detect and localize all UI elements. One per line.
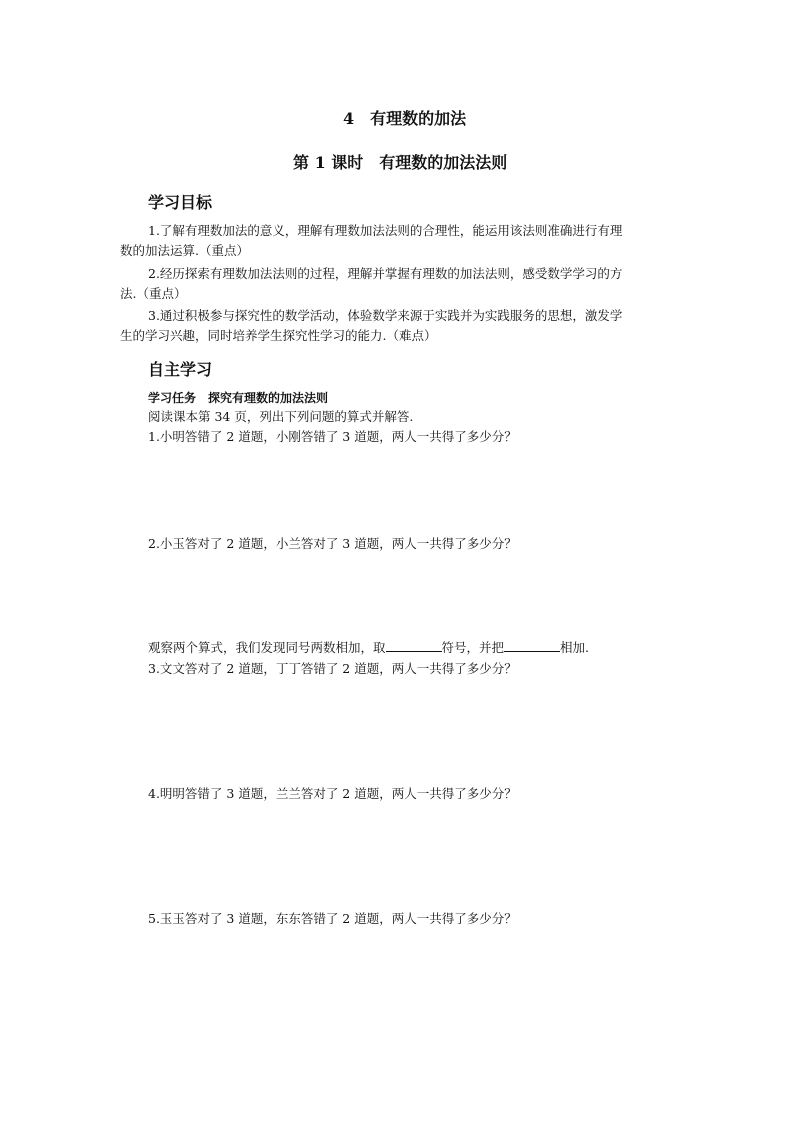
goal-1-line-2: 数的加法运算.（重点）	[120, 243, 249, 258]
document-title: 4 有理数的加法	[343, 109, 467, 128]
goal-2-line-2: 法.（重点）	[120, 286, 187, 301]
observation-part-c: 相加.	[560, 640, 590, 655]
lesson-subtitle: 第 1 课时 有理数的加法法则	[293, 153, 508, 172]
fill-blank-1[interactable]	[386, 639, 442, 652]
section-heading-self-study: 自主学习	[148, 360, 213, 379]
instruction: 阅读课本第 34 页，列出下列问题的算式并解答.	[148, 409, 414, 424]
fill-blank-2[interactable]	[504, 639, 560, 652]
question-3: 3.文文答对了 2 道题，丁丁答错了 2 道题，两人一共得了多少分？	[148, 661, 517, 676]
task-heading: 学习任务 探究有理数的加法法则	[148, 391, 329, 405]
question-5: 5.玉玉答对了 3 道题，东东答错了 2 道题，两人一共得了多少分？	[148, 911, 517, 926]
goal-3-line-1: 3.通过积极参与探究性的数学活动，体验数学来源于实践并为实践服务的思想，激发学	[148, 308, 623, 323]
question-1: 1.小明答错了 2 道题，小刚答错了 3 道题，两人一共得了多少分？	[148, 429, 517, 444]
question-4: 4.明明答错了 3 道题，兰兰答对了 2 道题，两人一共得了多少分？	[148, 786, 517, 801]
section-heading-goals: 学习目标	[148, 193, 213, 212]
observation-sentence	[148, 639, 589, 656]
goal-3-line-2: 生的学习兴趣，同时培养学生探究性学习的能力.（难点）	[120, 328, 437, 343]
goal-1-line-1: 1.了解有理数加法的意义，理解有理数加法法则的合理性，能运用该法则准确进行有理	[148, 223, 623, 238]
observation-part-b: 符号，并把	[441, 640, 505, 655]
observation-part-a: 观察两个算式，我们发现同号两数相加，取	[148, 640, 386, 655]
goal-2-line-1: 2.经历探索有理数加法法则的过程，理解并掌握有理数的加法法则，感受数学学习的方	[148, 266, 623, 281]
question-2: 2.小玉答对了 2 道题，小兰答对了 3 道题，两人一共得了多少分？	[148, 536, 517, 551]
